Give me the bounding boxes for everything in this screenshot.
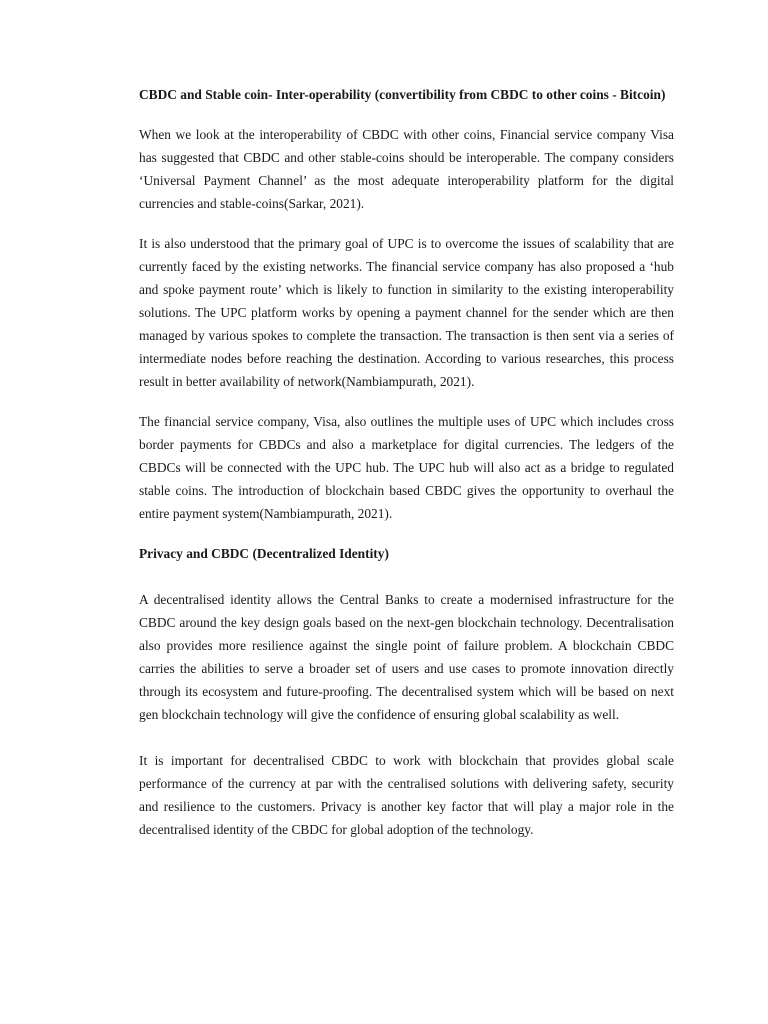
paragraph-upc-uses: The financial service company, Visa, also outlines the multiple uses of UPC which includes cross border payments for CBDCs and also a marketplace for digital currencies. The ledgers of the CBDCs will be connected with the UPC hub. The UPC hub will also act as a bridge to regulated stable coins. The introduction of blockchain based CBDC gives the opportunity to overhaul the entire payment system(Nambiampurath, 2021).	[139, 414, 674, 521]
paragraph-decentralised-identity: A decentralised identity allows the Central Banks to create a modernised infrastructure for the CBDC around the key design goals based on the next-gen blockchain technology. Decentralisation also provides more resilience against the single point of failure problem. A blockchain CBDC carries the abilities to serve a broader set of users and use cases to promote innovation directly through its ecosystem and future-proofing. The decentralised system which will be based on next gen blockchain technology will give the confidence of ensuring global scalability as well.	[139, 592, 674, 722]
section-heading-interoperability: CBDC and Stable coin- Inter-operability (convertibility from CBDC to other coins - Bitcoin)	[139, 87, 666, 102]
paragraph-visa-interoperability: When we look at the interoperability of CBDC with other coins, Financial service company Visa has suggested that CBDC and other stable-coins should be interoperable. The company considers ‘Universal Payment Channel’ as the most adequate interoperability platform for the digital currencies and stable-coins(Sarkar, 2021).	[139, 127, 674, 211]
document-page	[139, 83, 674, 841]
paragraph-decentralised-cbdc: It is important for decentralised CBDC to work with blockchain that provides global scale performance of the currency at par with the centralised solutions with delivering safety, security and resilience to the customers. Privacy is another key factor that will play a major role in the decentralised identity of the CBDC for global adoption of the technology.	[139, 753, 674, 837]
paragraph-upc-goal: It is also understood that the primary goal of UPC is to overcome the issues of scalability that are currently faced by the existing networks. The financial service company has also proposed a ‘hub and spoke payment route’ which is likely to function in similarity to the existing interoperability solutions. The UPC platform works by opening a payment channel for the sender which are then managed by various spokes to complete the transaction. The transaction is then sent via a series of intermediate nodes before reaching the destination. According to various researches, this process result in better availability of network(Nambiampurath, 2021).	[139, 236, 674, 389]
section-heading-privacy: Privacy and CBDC (Decentralized Identity)	[139, 546, 389, 561]
